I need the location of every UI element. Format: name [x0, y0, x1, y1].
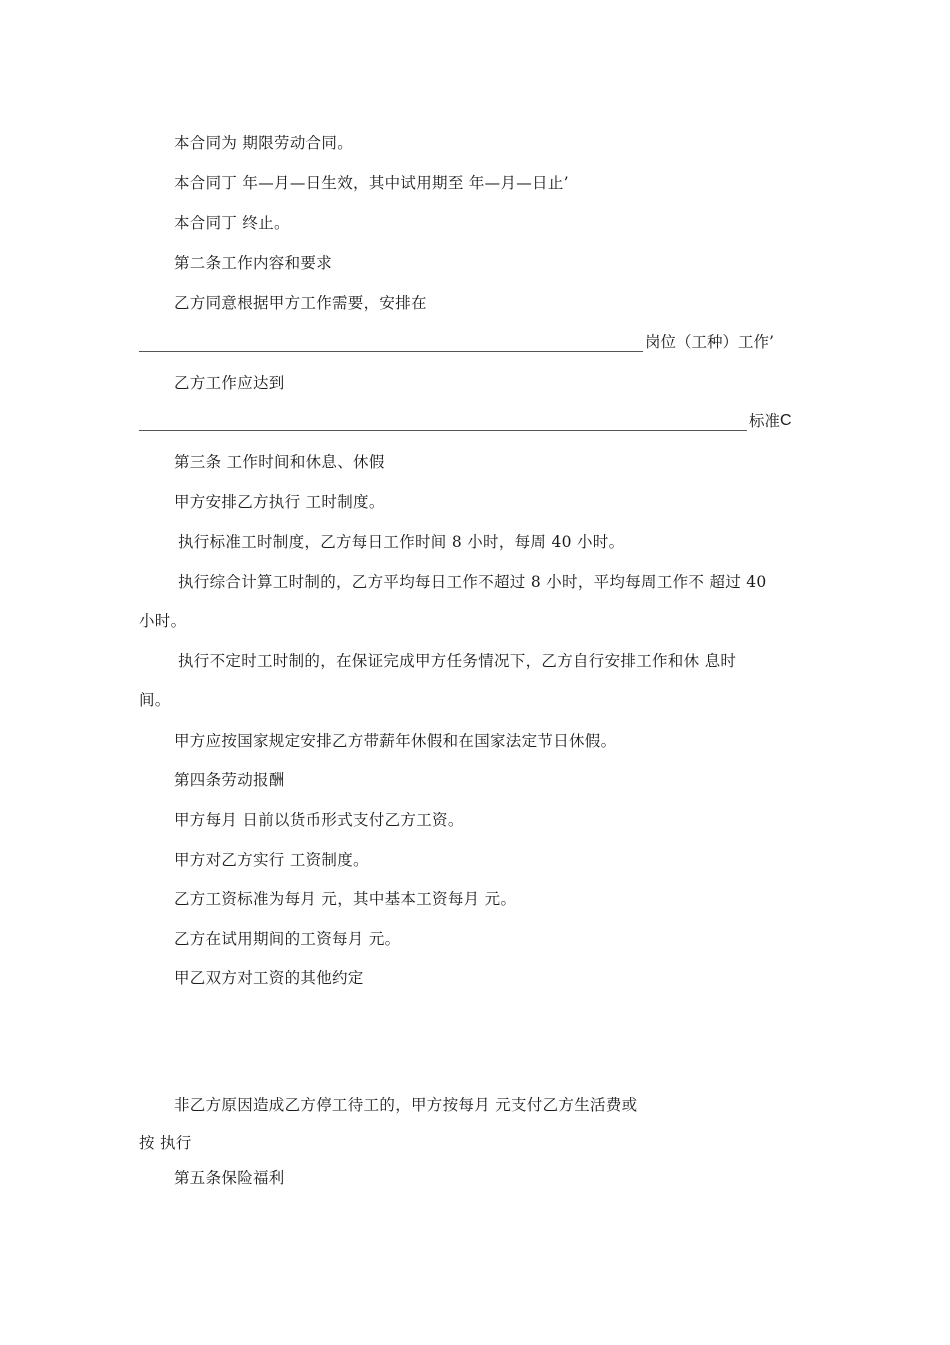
article-2-heading: 第二条工作内容和要求	[174, 254, 333, 272]
wage-system-line: 甲方对乙方实行 工资制度。	[174, 851, 369, 869]
wage-standard-line: 乙方工资标准为每月 元，其中基本工资每月 元。	[174, 890, 517, 908]
working-hours-system-line: 甲方安排乙方执行 工时制度。	[174, 493, 385, 511]
standard-label: 标准	[749, 412, 781, 430]
termination-line: 本合同丁 终止。	[174, 214, 290, 232]
position-blank	[139, 337, 643, 352]
article-5-heading: 第五条保险福利	[174, 1169, 285, 1187]
article-4-heading: 第四条劳动报酬	[174, 771, 285, 789]
standard-hours-line: 执行标准工时制度，乙方每日工作时间 8 小时，每周 40 小时。	[178, 533, 625, 551]
work-stoppage-cont: 按 执行	[139, 1134, 192, 1152]
contract-term-line: 本合同为 期限劳动合同。	[174, 134, 354, 152]
flexible-hours-line: 执行不定时工时制的，在保证完成甲方任务情况下，乙方自行安排工作和休 息时	[178, 652, 737, 670]
other-wage-terms-line: 甲乙双方对工资的其他约定	[174, 969, 364, 987]
comprehensive-hours-cont: 小时。	[139, 612, 187, 630]
standard-blank	[139, 416, 747, 431]
payday-line: 甲方每月 日前以货币形式支付乙方工资。	[174, 811, 464, 829]
work-standard-line: 乙方工作应达到	[174, 374, 285, 392]
flexible-hours-cont: 间。	[139, 691, 171, 709]
effective-date-line: 本合同丁 年—月—日生效，其中试用期至 年—月—日止’	[174, 174, 569, 192]
comprehensive-hours-line: 执行综合计算工时制的，乙方平均每日工作不超过 8 小时，平均每周工作不 超过 40	[178, 573, 767, 591]
article-3-heading: 第三条 工作时间和休息、休假	[174, 453, 385, 471]
standard-letter: C	[780, 412, 792, 429]
position-label: 岗位（工种）工作’	[645, 333, 774, 351]
standard-blank-row	[139, 411, 792, 431]
position-blank-row	[139, 332, 774, 352]
job-assignment-line: 乙方同意根据甲方工作需要，安排在	[174, 294, 427, 312]
work-stoppage-line: 非乙方原因造成乙方停工待工的，甲方按每月 元支付乙方生活费或	[174, 1096, 638, 1114]
probation-wage-line: 乙方在试用期间的工资每月 元。	[174, 930, 401, 948]
paid-leave-line: 甲方应按国家规定安排乙方带薪年休假和在国家法定节日休假。	[174, 732, 617, 750]
